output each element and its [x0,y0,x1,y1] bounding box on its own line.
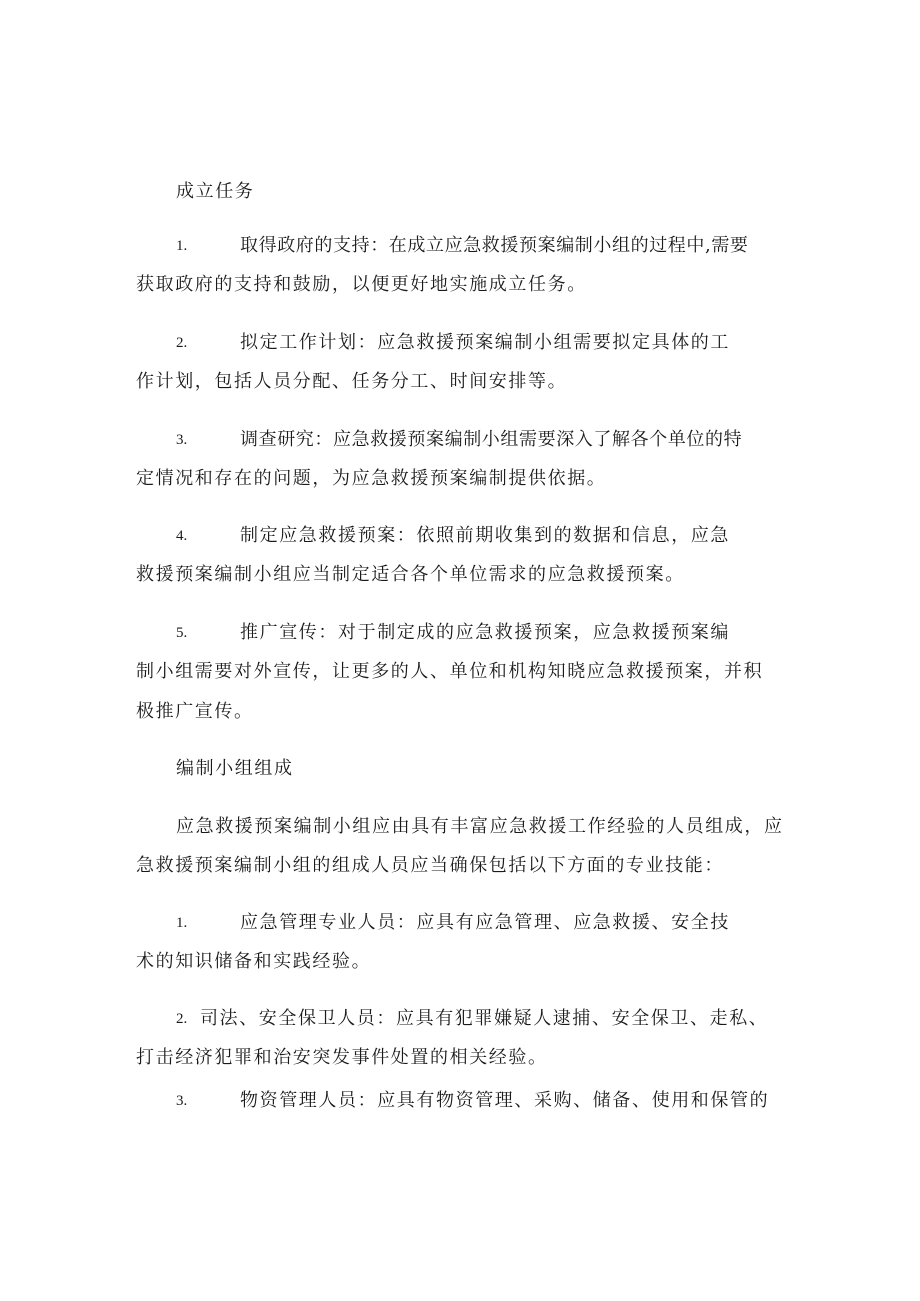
list-item-text: 拟定工作计划：应急救援预案编制小组需要拟定具体的工 [240,332,730,353]
list-item-text: 物资管理人员：应具有物资管理、采购、储备、使用和保管的 [240,1090,770,1111]
list-item-text: 救援预案编制小组应当制定适合各个单位需求的应急救援预案。 [136,564,685,585]
list-number: 4. [176,528,188,544]
list-number: 2. [176,1011,188,1027]
list-item-text: 极推广宣传。 [136,701,254,722]
list-number: 1. [176,238,188,254]
paragraph-line: 急救援预案编制小组的组成人员应当确保包括以下方面的专业技能： [136,855,724,876]
section-heading-team-composition: 编制小组组成 [176,758,294,779]
list-item-text: 作计划，包括人员分配、任务分工、时间安排等。 [136,371,568,392]
list-item-text: 取得政府的支持：在成立应急救援预案编制小组的过程中,需要 [240,235,749,256]
list-item-text: 定情况和存在的问题，为应急救援预案编制提供依据。 [136,468,607,489]
list-item-text: 制定应急救援预案：依照前期收集到的数据和信息，应急 [240,525,730,546]
list-item-text: 术的知识储备和实践经验。 [136,951,372,972]
list-number: 3. [176,432,188,448]
list-item-text: 推广宣传：对于制定成的应急救援预案，应急救援预案编 [240,622,730,643]
list-item-text: 制小组需要对外宣传，让更多的人、单位和机构知晓应急救援预案，并积 [136,661,764,682]
list-number: 2. [176,335,188,351]
list-item-text: 司法、安全保卫人员：应具有犯罪嫌疑人逮捕、安全保卫、走私、 [200,1008,769,1029]
list-number: 5. [176,625,188,641]
list-item-text: 获取政府的支持和鼓励，以便更好地实施成立任务。 [136,274,587,295]
paragraph-line: 应急救援预案编制小组应由具有丰富应急救援工作经验的人员组成，应 [176,816,784,837]
list-number: 3. [176,1093,188,1109]
list-item-text: 调查研究：应急救援预案编制小组需要深入了解各个单位的特 [240,429,743,450]
list-number: 1. [176,915,188,931]
list-item-text: 应急管理专业人员：应具有应急管理、应急救援、安全技 [240,912,730,933]
section-heading-establish-tasks: 成立任务 [176,181,255,202]
list-item-text: 打击经济犯罪和治安突发事件处置的相关经验。 [136,1047,548,1068]
